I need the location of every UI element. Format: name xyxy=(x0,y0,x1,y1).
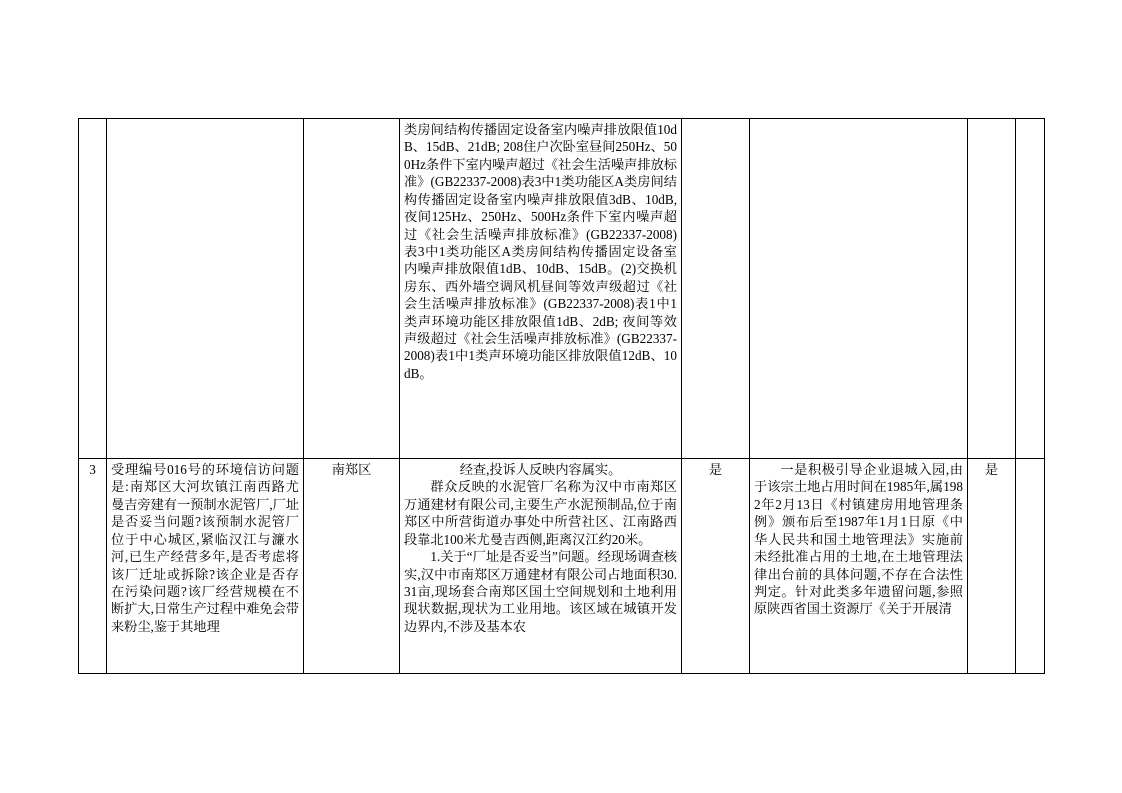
cell-remark xyxy=(1016,459,1045,674)
cell-serial-number: 3 xyxy=(79,459,107,674)
cell-question: 受理编号016号的环境信访问题是:南郑区大河坎镇江南西路尤曼吉旁建有一预制水泥管厂,厂址是否妥当问题?该预制水泥管厂位于中心城区,紧临汉江与濂水河,已生产经营多年,是否考虑将该厂迁址或拆除?该企业是否存在污染问题?该厂经营规模在不断扩大,日常生产过程中难免会带来粉尘,鉴于其地理 xyxy=(107,459,304,674)
cell-remark xyxy=(1016,119,1045,459)
cell-question xyxy=(107,119,304,459)
cell-is-closed xyxy=(968,119,1016,459)
complaint-handling-table xyxy=(78,118,1045,674)
cell-is-true: 是 xyxy=(682,459,750,674)
cell-serial-number xyxy=(79,119,107,459)
cell-is-true xyxy=(682,119,750,459)
cell-area xyxy=(304,119,400,459)
cell-is-closed: 是 xyxy=(968,459,1016,674)
cell-investigation-result: 类房间结构传播固定设备室内噪声排放限值10dB、15dB、21dB; 208住户次卧室昼间250Hz、500Hz条件下室内噪声超过《社会生活噪声排放标准》(GB22337-2008)表3中1类功能区A类房间结构传播固定设备室内噪声排放限值3dB、10dB,夜间125Hz、250Hz、500Hz条件下室内噪声超过《社会生活噪声排放标准》(GB22337-2008)表3中1类功能区A类房间结构传播固定设备室内噪声排放限值1dB、10dB、15dB。(2)交换机房东、西外墙空调风机昼间等效声级超过《社会生活噪声排放标准》(GB22337-2008)表1中1类声环境功能区排放限值1dB、2dB; 夜间等效声级超过《社会生活噪声排放标准》(GB22337-2008)表1中1类声环境功能区排放限值12dB、10dB。 xyxy=(400,119,682,459)
cell-measures: 一是积极引导企业退城入园,由于该宗土地占用时间在1985年,属1982年2月13日《村镇建房用地管理条例》颁布后至1987年1月1日原《中华人民共和国土地管理法》实施前未经批准占用的土地,在土地管理法律出台前的具体问题,不存在合法性判定。针对此类多年遗留问题,参照原陕西省国土资源厅《关于开展清 xyxy=(750,459,968,674)
cell-area: 南郑区 xyxy=(304,459,400,674)
table-row xyxy=(79,119,1045,459)
cell-investigation-result: 经查,投诉人反映内容属实。 群众反映的水泥管厂名称为汉中市南郑区万通建材有限公司,主要生产水泥预制品,位于南郑区中所营街道办事处中所营社区、江南路西段靠北100米尤曼吉西侧,距离汉江约20米。 1.关于“厂址是否妥当”问题。经现场调查核实,汉中市南郑区万通建材有限公司占地面积30.31亩,现场套合南郑区国土空间规划和土地利用现状数据,现状为工业用地。该区域在城镇开发边界内,不涉及基本农 xyxy=(400,459,682,674)
cell-measures xyxy=(750,119,968,459)
table-row xyxy=(79,459,1045,674)
